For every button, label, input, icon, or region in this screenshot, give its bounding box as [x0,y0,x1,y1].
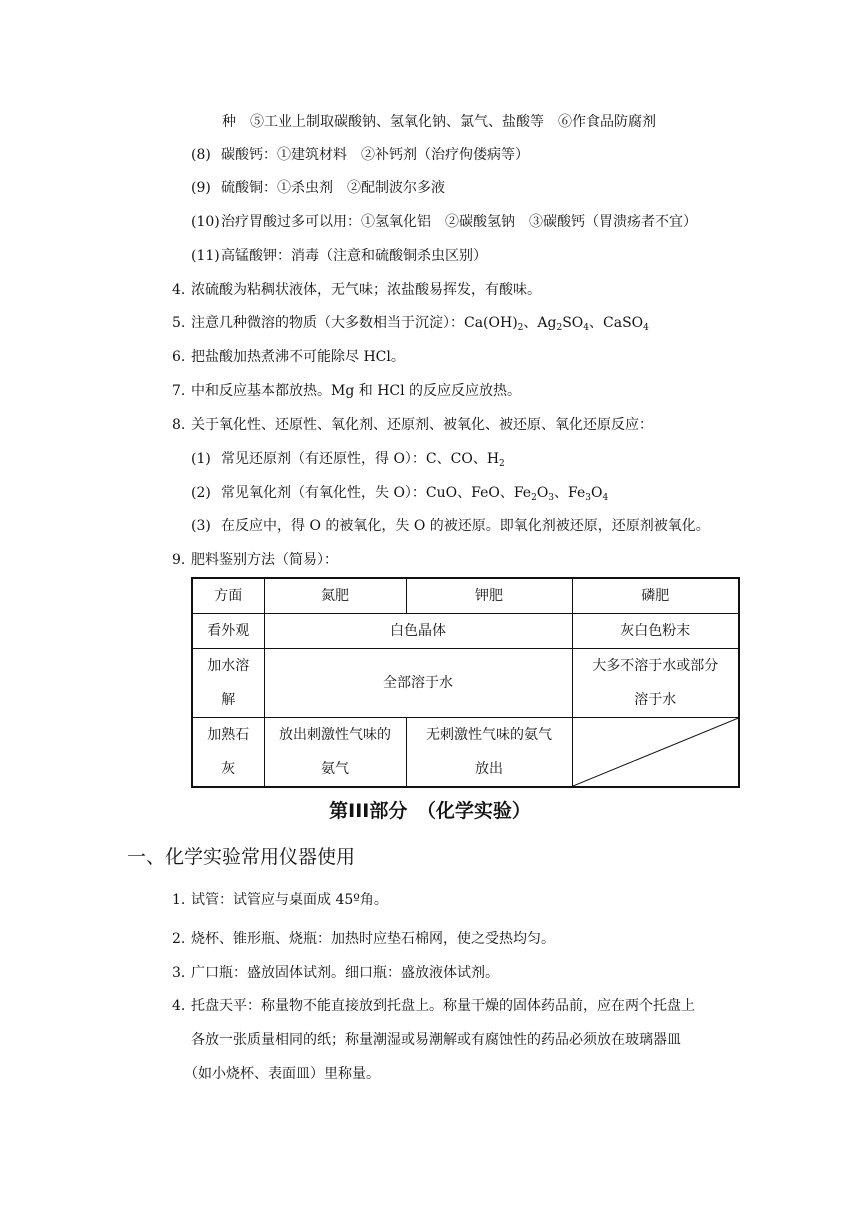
table-cell: 放出刺激性气味的 氨气 [264,718,406,788]
list-item: (1) 常见还原剂（有还原性，得 O）：C、CO、$H_2$ [191,451,505,469]
table-header: 钾肥 [406,578,572,614]
table-cell: 加水溶 解 [192,649,264,718]
table-row [192,649,739,718]
list-item: (10)治疗胃酸过多可以用：①氢氧化铝 ②碳酸氢钠 ③碳酸钙（胃溃疡者不宜） [191,214,697,230]
text-line: 各放一张质量相同的纸；称量潮湿或易潮解或有腐蚀性的药品必须放在玻璃器皿 [191,1032,681,1048]
list-item: (11)高锰酸钾：消毒（注意和硫酸铜杀虫区别） [191,248,487,264]
fertilizer-table [191,577,740,788]
part-title: 第III部分 （化学实验） [329,800,531,822]
list-item: 6. 把盐酸加热煮沸不可能除尽 HCl。 [172,349,405,365]
table-cell: 加熟石 灰 [192,718,264,788]
table-header: 氮肥 [264,578,406,614]
table-cell: 灰白色粉末 [572,614,739,649]
table-cell: 无刺激性气味的氨气 放出 [406,718,572,788]
table-cell: 大多不溶于水或部分 溶于水 [572,649,739,718]
text-line: （如小烧杯、表面皿）里称量。 [184,1066,380,1082]
diagonal-empty-cell [572,718,739,788]
list-item: 7. 中和反应基本都放热。Mg 和 HCl 的反应反应放热。 [172,383,522,399]
list-item: (2) 常见氧化剂（有氧化性，失 O）：CuO、FeO、$Fe_2O_3$、$Fe_3O_4$ [191,485,609,503]
list-item: 1. 试管：试管应与桌面成 45º角。 [172,892,388,908]
section-title: 一、化学实验常用仪器使用 [127,846,356,868]
table-header: 方面 [192,578,264,614]
list-item: 5. 注意几种微溶的物质（大多数相当于沉淀）：$Ca(OH)_2$、$Ag_2SO_4$、CaSO$_4$ [172,315,649,333]
table-header: 磷肥 [572,578,739,614]
list-item: 9. 肥料鉴别方法（简易）： [172,552,338,568]
table-row [192,614,739,649]
table-cell: 全部溶于水 [264,649,572,718]
list-item: 3. 广口瓶：盛放固体试剂。细口瓶：盛放液体试剂。 [172,965,499,981]
table-cell: 白色晶体 [264,614,572,649]
text-line: 种 ⑤工业上制取碳酸钠、氢氧化钠、氯气、盐酸等 ⑥作食品防腐剂 [222,114,656,130]
list-item: 2. 烧杯、锥形瓶、烧瓶：加热时应垫石棉网，使之受热均匀。 [172,931,555,947]
list-item: 4. 浓硫酸为粘稠状液体，无气味；浓盐酸易挥发，有酸味。 [172,282,541,298]
list-item: (8) 碳酸钙：①建筑材料 ②补钙剂（治疗佝偻病等） [191,147,529,163]
list-item: (9) 硫酸铜：①杀虫剂 ②配制波尔多液 [191,180,445,196]
table-row [192,578,739,614]
diagonal-line [573,718,739,786]
table-row [192,718,739,788]
list-item: 4. 托盘天平：称量物不能直接放到托盘上。称量干燥的固体药品前，应在两个托盘上 [172,998,695,1014]
list-item: (3) 在反应中，得 O 的被氧化，失 O 的被还原。即氧化剂被还原，还原剂被氧化。 [191,518,710,534]
table-cell: 看外观 [192,614,264,649]
list-item: 8. 关于氧化性、还原性、氧化剂、还原剂、被氧化、被还原、氧化还原反应： [172,417,653,433]
